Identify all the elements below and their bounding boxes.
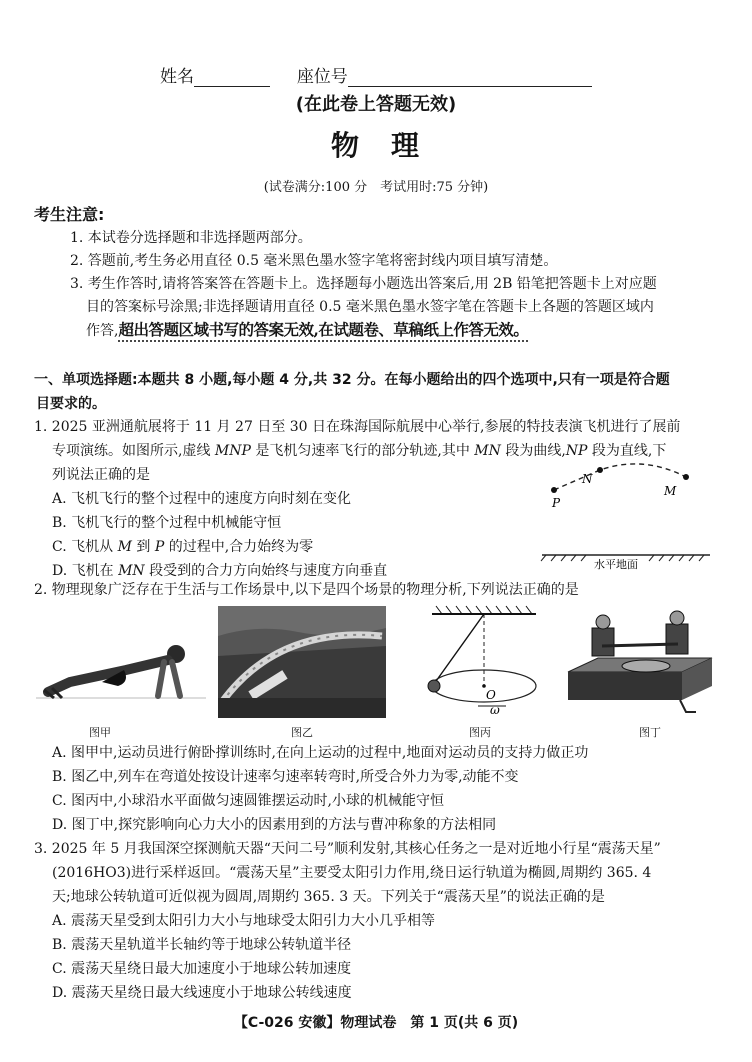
caption-yi: 图乙 — [291, 726, 313, 739]
q3-line-3: 天;地球公转轨道可近似视为圆周,周期约 365. 3 天。下列关于“震荡天星”的说法正确的是 — [52, 889, 605, 905]
ground-label: 水平地面 — [594, 558, 638, 571]
section-1-title — [34, 368, 724, 416]
q1-text: 的过程中,合力始终为零 — [164, 539, 314, 555]
pendulum-string — [434, 614, 484, 684]
q1-text: C. 飞机从 — [52, 539, 118, 555]
caption-jia: 图甲 — [89, 726, 111, 739]
q1-var: MNP — [214, 443, 251, 459]
point-m — [683, 474, 689, 480]
q3-line-1: 3. 2025 年 5 月我国深空探测航天器“天问二号”顺利发射,其核心任务之一是对近地小行星“震荡天星” — [34, 841, 661, 857]
notice-line-3: 3. 考生作答时,请将答案答在答题卡上。选择题每小题选出答案后,用 2B 铅笔把答题卡上对应题 — [70, 276, 657, 292]
page-title: 物 理 — [330, 129, 421, 162]
q1-var: MN — [474, 443, 501, 459]
label-n: N — [582, 472, 593, 486]
caption-ding: 图丁 — [639, 726, 661, 739]
section-1-title-line-2: 目要求的。 — [36, 396, 106, 412]
notice-emphasis: 超出答题区域书写的答案无效,在试题卷、草稿纸上作答无效。 — [118, 320, 529, 339]
q2-option-d: D. 图丁中,探究影响向心力大小的因素用到的方法与曹冲称象的方法相同 — [52, 817, 497, 833]
name-blank — [194, 68, 270, 87]
q1-text: D. 飞机在 — [52, 563, 119, 579]
seat-label: 座位号 — [296, 67, 348, 87]
q1-option-b: B. 飞机飞行的整个过程中机械能守恒 — [52, 515, 282, 531]
q1-text: 段受到的合力方向始终与速度方向垂直 — [144, 563, 388, 579]
crank-handle — [680, 700, 696, 712]
conical-pendulum-figure — [410, 602, 550, 720]
pushup-image — [30, 612, 210, 712]
q2-option-a: A. 图甲中,运动员进行俯卧撑训练时,在向上运动的过程中,地面对运动员的支持力做正功 — [52, 745, 589, 761]
notice-line-5-start: 作答, — [86, 323, 119, 339]
q1-option-a: A. 飞机飞行的整个过程中的速度方向时刻在变化 — [52, 491, 352, 507]
q1-text: 段为曲线, — [500, 443, 566, 459]
train-photo — [218, 606, 386, 718]
q2-stem: 2. 物理现象广泛存在于生活与工作场景中,以下是四个场景的物理分析,下列说法正确的是 — [34, 582, 579, 598]
q1-text: 到 — [131, 539, 155, 555]
q3-line-2: (2016HO3)进行采样返回。“震荡天星”主要受太阳引力作用,绕日运行轨道为椭圆,周期约 365. 4 — [52, 865, 652, 881]
point-n — [597, 467, 603, 473]
notice-line-1: 1. 本试卷分选择题和非选择题两部分。 — [70, 230, 312, 246]
q1-var: MN — [118, 563, 145, 579]
q1-option-c — [52, 535, 313, 559]
q2-option-b: B. 图乙中,列车在弯道处按设计速率匀速率转弯时,所受合外力为零,动能不变 — [52, 769, 519, 785]
pendulum-ball — [428, 680, 440, 692]
point-p — [551, 487, 557, 493]
q2-option-c: C. 图丙中,小球沿水平面做匀速圆锥摆运动时,小球的机械能守恒 — [52, 793, 445, 809]
label-p: P — [552, 496, 561, 510]
label-omega: ω — [490, 703, 500, 717]
section-1-title-line-1: 一、单项选择题:本题共 8 小题,每小题 4 分,共 32 分。在每小题给出的四个选项中,只有一项是符合题 — [34, 372, 670, 388]
q1-text: 是飞机匀速率飞行的部分轨迹,其中 — [250, 443, 475, 459]
label-o: O — [486, 688, 496, 702]
candidate-info — [160, 62, 592, 87]
page-footer: 【C-026 安徽】物理试卷 第 1 页(共 6 页) — [233, 1015, 519, 1031]
q3-option-b: B. 震荡天星轨道半长轴约等于地球公转轨道半径 — [52, 937, 352, 953]
centripetal-apparatus-image — [562, 608, 720, 718]
q1-trajectory-figure — [538, 455, 713, 573]
seat-blank — [348, 68, 592, 87]
notice-line-5 — [86, 318, 528, 342]
q1-text: 段为直线,下 — [587, 443, 667, 459]
notice-line-2: 2. 答题前,考生务必用直径 0.5 毫米黑色墨水签字笔将密封线内项目填写清楚。 — [70, 253, 558, 269]
notice-line-4: 目的答案标号涂黑;非选择题请用直径 0.5 毫米黑色墨水签字笔在答题卡上各题的答题区域内 — [86, 299, 654, 315]
caption-bing: 图丙 — [469, 726, 491, 739]
name-label: 姓名 — [160, 67, 194, 87]
invalid-notice: (在此卷上答题无效) — [295, 94, 457, 115]
q3-option-c: C. 震荡天星绕日最大加速度小于地球公转加速度 — [52, 961, 352, 977]
q1-text: 专项演练。如图所示,虚线 — [52, 443, 215, 459]
q1-var: P — [154, 539, 165, 555]
notice-heading: 考生注意: — [34, 205, 105, 224]
q1-var: M — [117, 539, 132, 555]
q1-line-3: 列说法正确的是 — [52, 467, 150, 483]
exam-info: (试卷满分:100 分 考试用时:75 分钟) — [263, 180, 489, 195]
q1-var: NP — [565, 443, 588, 459]
q1-line-1: 1. 2025 亚洲通航展将于 11 月 27 日至 30 日在珠海国际航展中心举行,参展的特技表演飞机进行了展前 — [34, 419, 681, 435]
label-m: M — [664, 484, 677, 498]
q3-option-d: D. 震荡天星绕日最大线速度小于地球公转线速度 — [52, 985, 352, 1001]
q3-option-a: A. 震荡天星受到太阳引力大小与地球受太阳引力大小几乎相等 — [52, 913, 436, 929]
